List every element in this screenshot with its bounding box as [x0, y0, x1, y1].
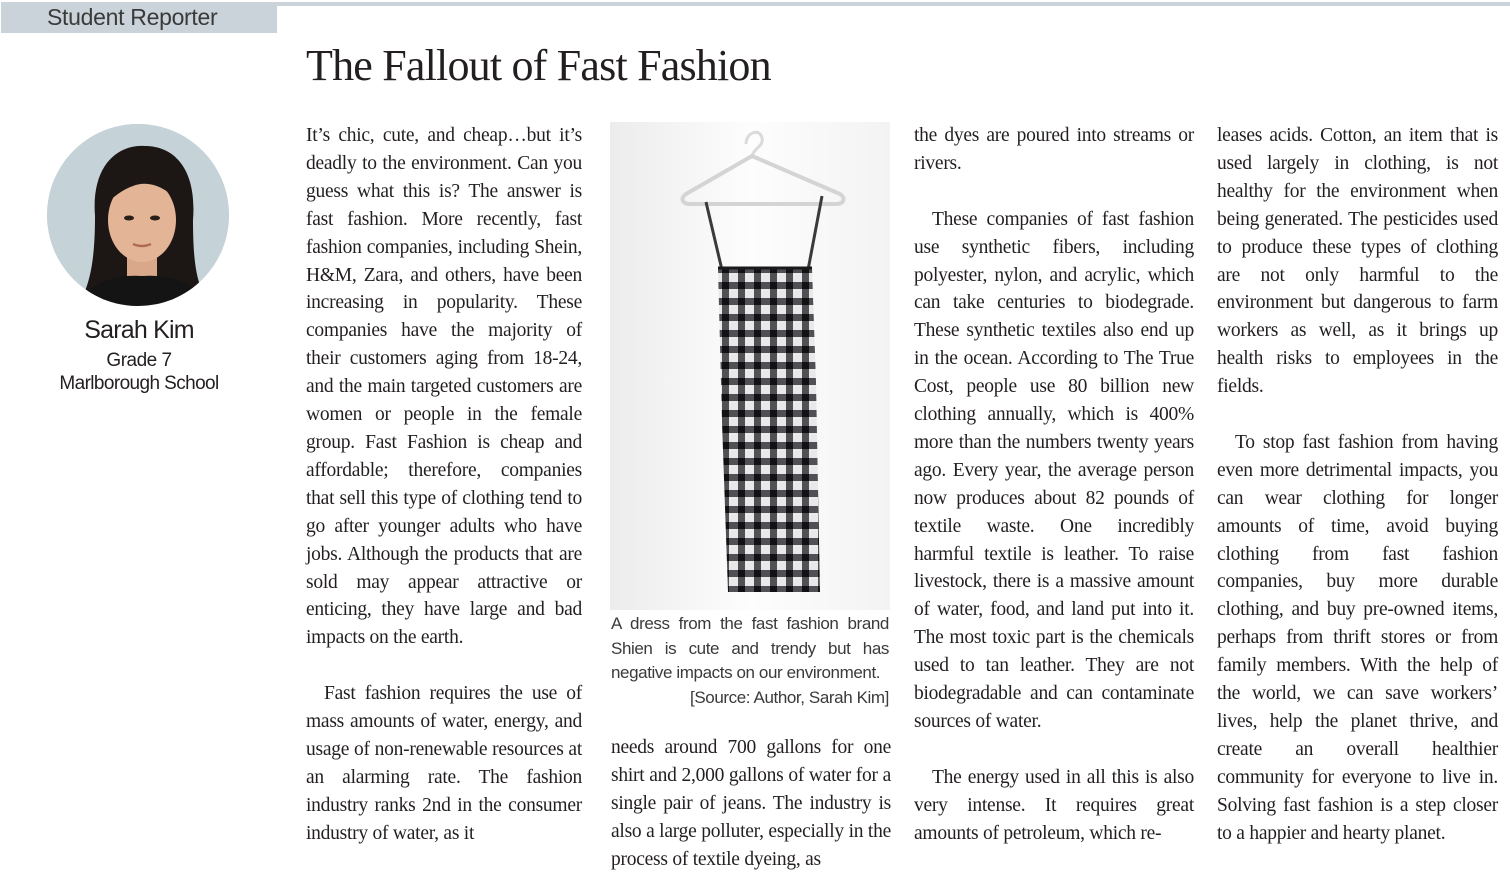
- author-box: [46, 124, 240, 395]
- article-column-4: [1217, 122, 1498, 848]
- section-label: Student Reporter: [1, 2, 277, 33]
- dress-photo: [610, 122, 890, 610]
- article-paragraph: leases acids. Cotton, an item that is used largely in clothing, is not healthy for the environment when being generated. The pesticides used to produce these types of clothing are not only harmful to the environment but dangerous to farm workers as well, as it brings up health risks to employees in the fields.: [1217, 125, 1498, 398]
- article-paragraph: To stop fast fashion from having even more detrimental impacts, you can wear clothing for longer amounts of time, avoid buying clothing from fast fashion companies, buy more durable clothing, and buy pre-owned items, perhaps from thrift stores or from family members. With the help of the world, we can save workers’ lives, help the planet thrive, and create an overall healthier community for everyone to live in. Solving fast fashion is a step closer to a happier and hearty planet.: [1217, 431, 1498, 844]
- header-rule: [276, 2, 1510, 6]
- article-headline: The Fallout of Fast Fashion: [306, 41, 771, 90]
- author-avatar: [47, 124, 229, 306]
- article-column-2: [611, 734, 891, 874]
- article-paragraph: It’s chic, cute, and cheap…but it’s deadly to the environment. Can you guess what this is? The answer is fast fashion. More recently, fast fashion companies, including Shein, H&M, Zara, and others, have been increasing in popularity. These companies have the majority of their customers aging from 18-24, and the main targeted customers are women or people in the female group. Fast Fashion is cheap and affordable; therefore, companies that sell this type of clothing tend to go after younger adults who have jobs. Although the products that are sold may appear attractive or enticing, they have large and bad impacts on the earth.: [306, 125, 582, 649]
- article-column-1: [306, 122, 582, 848]
- author-portrait-image: [47, 124, 229, 306]
- dress-on-hanger-image: [610, 122, 890, 610]
- author-name: Sarah Kim: [84, 316, 194, 344]
- article-column-3: [914, 122, 1194, 848]
- photo-source: [Source: Author, Sarah Kim]: [690, 687, 889, 707]
- photo-caption-text: A dress from the fast fashion brand Shien is cute and trendy but has negative impacts on our environment.: [611, 614, 889, 682]
- author-grade: Grade 7: [106, 350, 172, 371]
- article-paragraph: These companies of fast fashion use synthetic fibers, including polyester, nylon, and acrylic, which can take centuries to biodegrade. These synthetic textiles also end up in the ocean. According to The True Cost, people use 80 billion new clothing annually, which is 400% more than the numbers twenty years ago. Every year, the average person now produces about 82 pounds of textile waste. One incredibly harmful textile is leather. To raise livestock, there is a massive amount of water, food, and land put into it. The most toxic part is the chemicals used to tan leather. They are not biodegradable and can contaminate sources of water.: [914, 208, 1194, 733]
- article-paragraph: the dyes are poured into streams or rivers.: [914, 125, 1194, 174]
- photo-caption: [611, 612, 889, 710]
- article-paragraph: Fast fashion requires the use of mass amounts of water, energy, and usage of non-renewable resources at an alarming rate. The fashion industry ranks 2nd in the consumer industry of water, as it: [306, 683, 582, 844]
- article-paragraph: The energy used in all this is also very intense. It requires great amounts of petroleum, which re-: [914, 766, 1194, 844]
- author-school: Marlborough School: [59, 373, 219, 394]
- article-paragraph: needs around 700 gallons for one shirt and 2,000 gallons of water for a single pair of jeans. The industry is also a large polluter, especially in the process of textile dyeing, as: [611, 737, 891, 870]
